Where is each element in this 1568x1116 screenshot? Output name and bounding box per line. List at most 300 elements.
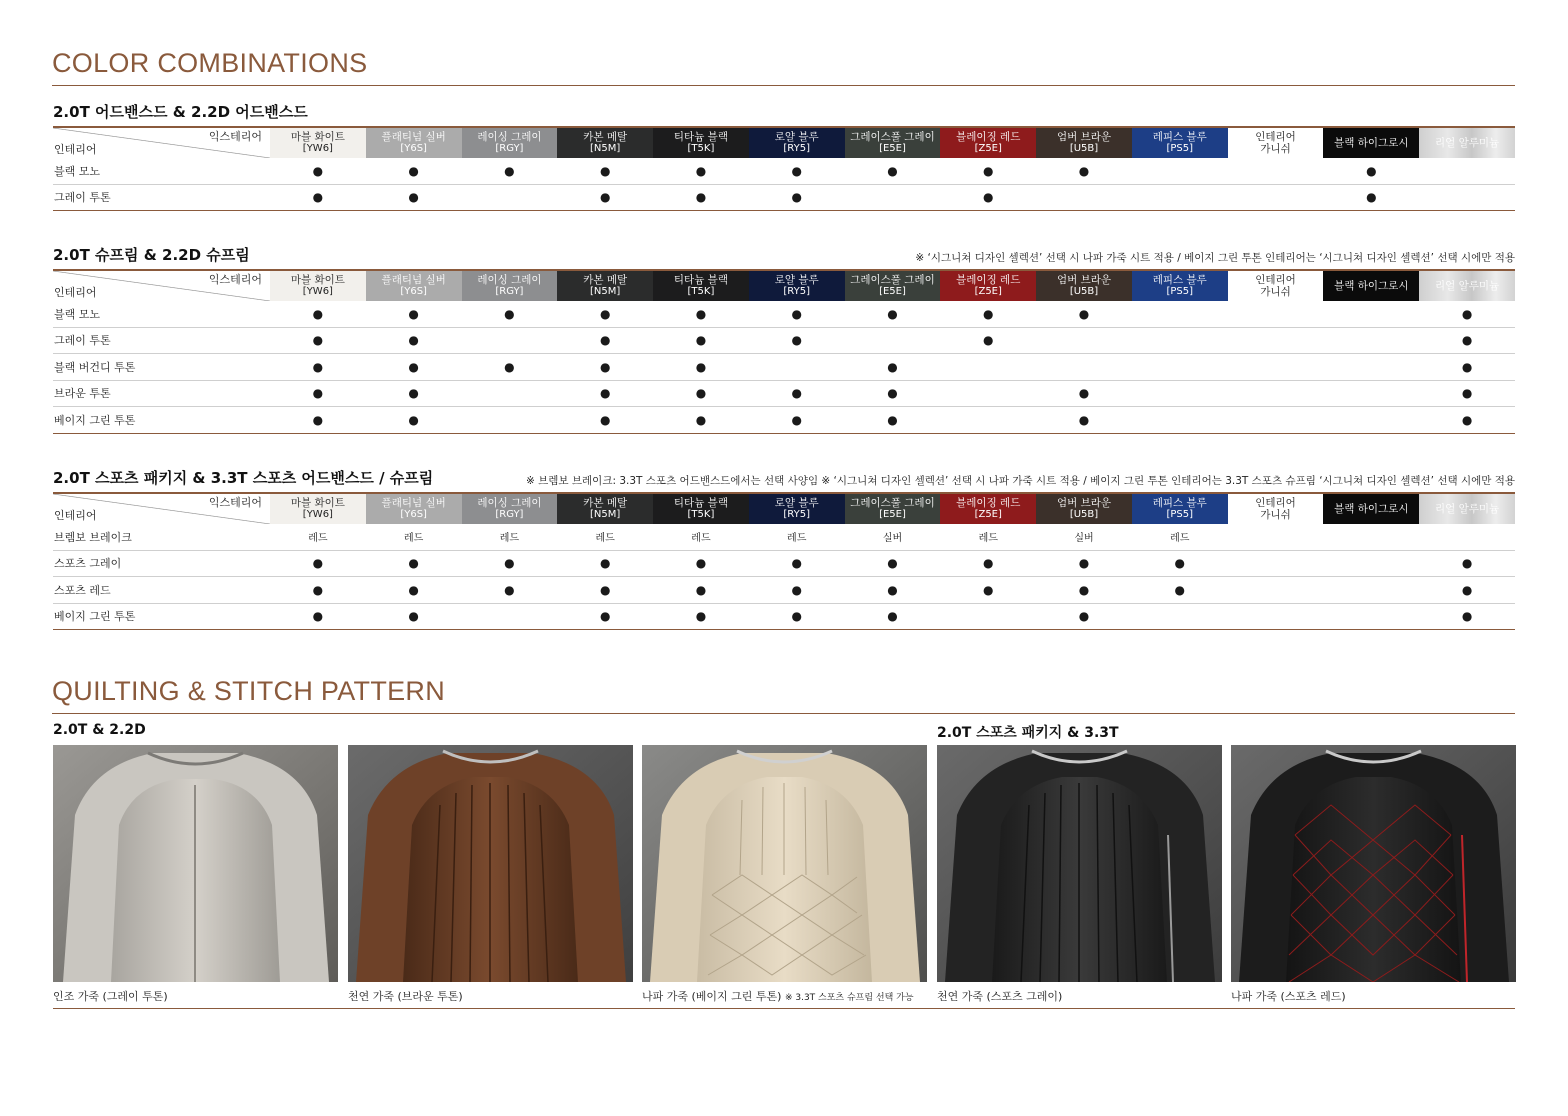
- availability-dot: ●: [887, 306, 898, 321]
- availability-dot: ●: [653, 184, 749, 211]
- availability-dot: ●: [1132, 550, 1228, 577]
- table-cell: [749, 354, 845, 381]
- availability-dot: ●: [940, 577, 1036, 604]
- color-code: [PS5]: [1166, 286, 1194, 297]
- interior-label: 인테리어: [54, 143, 97, 156]
- availability-dot: ●: [366, 550, 462, 577]
- table-row: [53, 158, 1515, 184]
- block-title: 2.0T 슈프림 & 2.2D 슈프림: [53, 246, 250, 264]
- availability-dot: ●: [845, 354, 941, 381]
- table-cell: [462, 327, 558, 354]
- color-header-4: [653, 127, 749, 158]
- footer-divider: [53, 1008, 1515, 1009]
- block-note: ※ ‘시그니쳐 디자인 셀렉션’ 선택 시 나파 가죽 시트 적용 / 베이지 그린 투톤 인테리어는 ‘시그니쳐 디자인 셀렉션’ 선택 시에만 적용: [915, 252, 1515, 264]
- color-code: [PS5]: [1166, 509, 1194, 520]
- availability-dot: ●: [270, 380, 366, 407]
- color-name: 티타늄 블랙: [673, 274, 728, 286]
- photo-caption: 천연 가죽 (브라운 투톤): [348, 990, 463, 1003]
- color-name: 리얼 알루미늄: [1434, 280, 1500, 292]
- availability-dot: ●: [270, 603, 366, 630]
- table-cell: 레드: [595, 533, 615, 545]
- color-code: [U5B]: [1069, 286, 1099, 297]
- color-name: 인테리어 가니쉬: [1255, 497, 1296, 521]
- color-code: [RGY]: [495, 509, 524, 520]
- interior-name: 스포츠 레드: [53, 577, 270, 604]
- color-name: 엄버 브라운: [1056, 131, 1112, 143]
- availability-dot: ●: [1036, 550, 1132, 577]
- availability-dot: ●: [599, 163, 611, 178]
- table-cell: [1132, 158, 1228, 184]
- color-code: [RGY]: [495, 143, 524, 154]
- table-cell: 레드: [1170, 533, 1190, 545]
- color-name: 그레이스풀 그레이: [850, 274, 935, 286]
- color-code: [N5M]: [590, 143, 621, 154]
- table-cell: 실버: [882, 533, 903, 545]
- photo-caption: 천연 가죽 (스포츠 그레이): [937, 990, 1063, 1003]
- table-cell: [1036, 327, 1132, 354]
- color-header-10: [1228, 127, 1324, 158]
- availability-dot: ●: [887, 163, 898, 178]
- availability-dot: ●: [557, 407, 653, 434]
- interior-label: 인테리어: [54, 509, 97, 522]
- color-name: 로얄 블루: [774, 131, 819, 143]
- table-cell: [462, 603, 558, 630]
- color-code: [N5M]: [590, 286, 621, 297]
- availability-dot: ●: [557, 550, 653, 577]
- availability-dot: ●: [408, 306, 419, 321]
- table-cell: 실버: [1074, 533, 1094, 545]
- table-row: [53, 301, 1515, 327]
- color-header-11: [1323, 270, 1419, 301]
- availability-dot: ●: [1036, 380, 1132, 407]
- color-header-6: [845, 493, 941, 524]
- availability-dot: ●: [366, 407, 462, 434]
- table-row: [53, 524, 1515, 550]
- color-name: 카본 메탈: [583, 274, 628, 286]
- color-header-11: [1323, 493, 1419, 524]
- table-cell: 레드: [978, 533, 998, 545]
- interior-name: 베이지 그린 투톤: [53, 603, 270, 630]
- color-name: 티타늄 블랙: [673, 131, 728, 143]
- color-header-1: [366, 127, 462, 158]
- table-cell: [1323, 327, 1419, 354]
- availability-dot: ●: [270, 550, 366, 577]
- table-cell: [1228, 327, 1324, 354]
- availability-dot: ●: [1036, 577, 1132, 604]
- table-cell: [1228, 577, 1324, 604]
- table-cell: [1132, 184, 1228, 211]
- color-header-2: [462, 270, 558, 301]
- color-header-5: [749, 493, 845, 524]
- table-cell: [1419, 184, 1515, 211]
- color-code: [RY5]: [783, 509, 810, 520]
- interior-name: 블랙 모노: [54, 164, 101, 178]
- color-name: 플래티넘 실버: [381, 131, 446, 143]
- table-cell: [1323, 577, 1419, 604]
- color-name: 리얼 알루미늄: [1434, 503, 1500, 515]
- availability-dot: ●: [653, 380, 749, 407]
- table-cell: [1419, 158, 1515, 184]
- availability-dot: ●: [791, 163, 802, 178]
- photo-caption: 나파 가죽 (스포츠 레드): [1231, 990, 1346, 1003]
- color-name: 블레이징 레드: [956, 274, 1021, 286]
- color-header-5: [749, 270, 845, 301]
- interior-name: 블랙 버건디 투톤: [53, 354, 270, 381]
- table-cell: [462, 407, 558, 434]
- table-cell: [1228, 301, 1324, 327]
- table-cell: [1228, 524, 1324, 550]
- interior-name: 브라운 투톤: [53, 380, 270, 407]
- availability-dot: ●: [1078, 163, 1090, 178]
- color-code: [E5E]: [879, 286, 906, 297]
- availability-dot: ●: [366, 380, 462, 407]
- color-code: [Y6S]: [400, 143, 427, 154]
- table-cell: [1228, 184, 1324, 211]
- table-cell: [1228, 603, 1324, 630]
- availability-dot: ●: [653, 603, 749, 630]
- table-cell: [1228, 550, 1324, 577]
- color-name: 엄버 브라운: [1056, 497, 1112, 509]
- color-name: 마블 화이트: [290, 131, 345, 143]
- color-name: 레피스 블루: [1152, 131, 1207, 143]
- availability-dot: ●: [845, 380, 941, 407]
- color-code: [RY5]: [783, 286, 810, 297]
- seat-photo-natural-sports-grey: [937, 745, 1222, 982]
- table-row: [53, 327, 1515, 354]
- availability-dot: ●: [653, 354, 749, 381]
- availability-dot: ●: [749, 577, 845, 604]
- color-code: [Y6S]: [400, 509, 427, 520]
- color-code: [Z5E]: [974, 143, 1002, 154]
- table-row: [53, 407, 1515, 434]
- interior-name: 블랙 모노: [54, 307, 101, 321]
- table-cell: [1228, 407, 1324, 434]
- color-header-10: [1228, 493, 1324, 524]
- availability-dot: ●: [408, 163, 419, 178]
- table-cell: [940, 407, 1036, 434]
- availability-dot: ●: [366, 184, 462, 211]
- color-code: [U5B]: [1069, 509, 1099, 520]
- availability-dot: ●: [1419, 550, 1515, 577]
- color-name: 카본 메탈: [583, 497, 628, 509]
- availability-dot: ●: [695, 306, 707, 321]
- color-header-4: [653, 493, 749, 524]
- color-code: [Z5E]: [974, 286, 1002, 297]
- table-cell: [1036, 354, 1132, 381]
- table-row: [53, 380, 1515, 407]
- availability-dot: ●: [749, 380, 845, 407]
- availability-dot: ●: [749, 327, 845, 354]
- availability-dot: ●: [1078, 306, 1090, 321]
- availability-dot: ●: [653, 327, 749, 354]
- color-header-9: [1132, 127, 1228, 158]
- table-cell: [1132, 407, 1228, 434]
- color-code: [RGY]: [495, 286, 524, 297]
- color-header-3: [557, 493, 653, 524]
- color-name: 엄버 브라운: [1056, 274, 1112, 286]
- color-name: 리얼 알루미늄: [1434, 137, 1500, 149]
- color-code: [E5E]: [879, 509, 906, 520]
- color-name: 블레이징 레드: [956, 131, 1021, 143]
- quilting-title: QUILTING & STITCH PATTERN: [52, 676, 446, 706]
- availability-dot: ●: [749, 184, 845, 211]
- interior-name: 브렘보 브레이크: [54, 530, 132, 544]
- color-name: 블랙 하이그로시: [1334, 280, 1409, 292]
- availability-dot: ●: [557, 327, 653, 354]
- color-code: [RY5]: [783, 143, 810, 154]
- table-cell: [845, 327, 941, 354]
- availability-dot: ●: [312, 163, 324, 178]
- color-header-0: [270, 270, 366, 301]
- block-title: 2.0T 스포츠 패키지 & 3.3T 스포츠 어드밴스드 / 슈프림: [53, 469, 434, 487]
- availability-dot: ●: [462, 577, 558, 604]
- availability-dot: ●: [599, 306, 611, 321]
- table-cell: [1419, 524, 1515, 550]
- availability-dot: ●: [940, 550, 1036, 577]
- availability-dot: ●: [366, 327, 462, 354]
- table-cell: [1323, 380, 1419, 407]
- color-header-12: [1419, 493, 1515, 524]
- exterior-label: 익스테리어: [208, 130, 262, 143]
- color-header-2: [462, 493, 558, 524]
- color-header-8: [1036, 270, 1132, 301]
- table-cell: 레드: [499, 533, 520, 545]
- table-cell: [1323, 603, 1419, 630]
- color-block-supreme: [53, 243, 1515, 434]
- color-name: 마블 화이트: [290, 274, 345, 286]
- color-code: [PS5]: [1166, 143, 1194, 154]
- color-block-sports: [53, 466, 1515, 630]
- availability-dot: ●: [1366, 163, 1377, 178]
- color-name: 마블 화이트: [290, 497, 345, 509]
- availability-dot: ●: [983, 163, 994, 178]
- availability-dot: ●: [270, 354, 366, 381]
- header-corner: [53, 270, 270, 301]
- availability-dot: ●: [504, 306, 515, 321]
- color-code: [U5B]: [1069, 143, 1099, 154]
- color-name: 플래티넘 실버: [381, 274, 446, 286]
- color-header-12: [1419, 270, 1515, 301]
- seat-photo-natural-brown: [348, 745, 633, 982]
- availability-dot: ●: [462, 550, 558, 577]
- color-name: 플래티넘 실버: [381, 497, 446, 509]
- table-row: [53, 550, 1515, 577]
- availability-dot: ●: [653, 577, 749, 604]
- availability-dot: ●: [270, 184, 366, 211]
- color-header-3: [557, 270, 653, 301]
- color-name: 인테리어 가니쉬: [1255, 274, 1296, 298]
- block-note: ※ 브렘보 브레이크: 3.3T 스포츠 어드밴스드에서는 선택 사양임 ※ ‘시그니쳐 디자인 셀렉션’ 선택 시 나파 가죽 시트 적용 / 베이지 그린 투톤 인테리어는 3.3T 스포츠 슈프림 ‘시그니쳐 디자인 셀렉션’ 선택 시에만 적용: [525, 475, 1515, 487]
- table-cell: [1132, 301, 1228, 327]
- availability-dot: ●: [270, 407, 366, 434]
- color-header-10: [1228, 270, 1324, 301]
- color-header-2: [462, 127, 558, 158]
- color-header-6: [845, 270, 941, 301]
- availability-dot: ●: [845, 550, 941, 577]
- color-header-3: [557, 127, 653, 158]
- color-name: 레피스 블루: [1152, 497, 1207, 509]
- table-row: [53, 603, 1515, 630]
- availability-dot: ●: [270, 327, 366, 354]
- interior-name: 그레이 투톤: [53, 327, 270, 354]
- availability-dot: ●: [557, 603, 653, 630]
- availability-dot: ●: [940, 327, 1036, 354]
- table-cell: [940, 603, 1036, 630]
- seat-photo-synthetic-grey: [53, 745, 338, 982]
- color-name: 티타늄 블랙: [673, 497, 728, 509]
- table-cell: [1323, 354, 1419, 381]
- color-header-0: [270, 493, 366, 524]
- color-code: [YW6]: [302, 509, 333, 520]
- availability-dot: ●: [845, 603, 941, 630]
- color-header-8: [1036, 127, 1132, 158]
- table-row: [53, 184, 1515, 211]
- photo-caption: 인조 가죽 (그레이 투톤): [53, 990, 168, 1003]
- color-code: [YW6]: [302, 286, 333, 297]
- availability-dot: ●: [1419, 354, 1515, 381]
- color-code: [Z5E]: [974, 509, 1002, 520]
- availability-dot: ●: [557, 354, 653, 381]
- availability-dot: ●: [1036, 407, 1132, 434]
- availability-dot: ●: [1036, 603, 1132, 630]
- header-corner: [53, 493, 270, 524]
- exterior-label: 익스테리어: [208, 273, 262, 286]
- color-code: [T5K]: [687, 509, 715, 520]
- availability-dot: ●: [462, 354, 558, 381]
- section-divider: [52, 713, 1515, 714]
- table-cell: 레드: [308, 533, 328, 545]
- availability-dot: ●: [695, 163, 707, 178]
- table-row: [53, 577, 1515, 604]
- table-cell: 레드: [787, 533, 807, 545]
- color-table: [53, 269, 1515, 434]
- table-cell: [940, 354, 1036, 381]
- color-code: [E5E]: [879, 143, 906, 154]
- availability-dot: ●: [312, 306, 324, 321]
- color-table: [53, 492, 1515, 630]
- availability-dot: ●: [653, 550, 749, 577]
- color-header-12: [1419, 127, 1515, 158]
- availability-dot: ●: [983, 306, 994, 321]
- table-cell: 레드: [403, 533, 424, 545]
- color-header-1: [366, 270, 462, 301]
- color-header-7: [940, 493, 1036, 524]
- availability-dot: ●: [749, 603, 845, 630]
- color-name: 레피스 블루: [1152, 274, 1207, 286]
- color-header-6: [845, 127, 941, 158]
- color-header-7: [940, 127, 1036, 158]
- availability-dot: ●: [653, 407, 749, 434]
- table-cell: [845, 184, 941, 211]
- quilting-group-right: 2.0T 스포츠 패키지 & 3.3T: [937, 725, 1119, 741]
- color-code: [T5K]: [687, 143, 715, 154]
- color-header-9: [1132, 493, 1228, 524]
- color-header-7: [940, 270, 1036, 301]
- availability-dot: ●: [1461, 306, 1473, 321]
- availability-dot: ●: [504, 163, 515, 178]
- seat-photo-nappa-beige: [642, 745, 927, 982]
- availability-dot: ●: [791, 306, 802, 321]
- availability-dot: ●: [366, 354, 462, 381]
- availability-dot: ●: [749, 407, 845, 434]
- color-header-8: [1036, 493, 1132, 524]
- seat-photo-nappa-sports-red: [1231, 745, 1516, 982]
- table-cell: [1132, 327, 1228, 354]
- table-cell: [1132, 603, 1228, 630]
- availability-dot: ●: [1419, 577, 1515, 604]
- color-name: 블레이징 레드: [956, 497, 1021, 509]
- table-cell: [1132, 354, 1228, 381]
- availability-dot: ●: [1419, 327, 1515, 354]
- table-cell: [940, 380, 1036, 407]
- color-code: [Y6S]: [400, 286, 427, 297]
- interior-name: 스포츠 그레이: [53, 550, 270, 577]
- table-cell: [1228, 158, 1324, 184]
- color-header-4: [653, 270, 749, 301]
- color-name: 로얄 블루: [774, 274, 819, 286]
- color-name: 블랙 하이그로시: [1334, 137, 1409, 149]
- color-name: 레이싱 그레이: [477, 131, 542, 143]
- availability-dot: ●: [1419, 603, 1515, 630]
- availability-dot: ●: [940, 184, 1036, 211]
- table-cell: [1323, 301, 1419, 327]
- color-name: 그레이스풀 그레이: [850, 497, 935, 509]
- availability-dot: ●: [557, 184, 653, 211]
- table-cell: [1132, 380, 1228, 407]
- availability-dot: ●: [557, 380, 653, 407]
- color-header-1: [366, 493, 462, 524]
- color-header-11: [1323, 127, 1419, 158]
- table-cell: [1228, 354, 1324, 381]
- table-cell: [1323, 550, 1419, 577]
- table-cell: [462, 380, 558, 407]
- color-name: 인테리어 가니쉬: [1255, 131, 1296, 155]
- table-row: [53, 354, 1515, 381]
- table-cell: [462, 184, 558, 211]
- color-name: 블랙 하이그로시: [1334, 503, 1409, 515]
- color-header-9: [1132, 270, 1228, 301]
- availability-dot: ●: [1419, 407, 1515, 434]
- table-cell: [1323, 524, 1419, 550]
- header-corner: [53, 127, 270, 158]
- exterior-label: 익스테리어: [208, 496, 262, 509]
- table-cell: [1228, 380, 1324, 407]
- color-name: 카본 메탈: [583, 131, 628, 143]
- interior-name: 그레이 투톤: [53, 184, 270, 211]
- availability-dot: ●: [845, 407, 941, 434]
- color-name: 그레이스풀 그레이: [850, 131, 935, 143]
- table-cell: 레드: [691, 533, 711, 545]
- color-code: [YW6]: [302, 143, 333, 154]
- quilting-group-left: 2.0T & 2.2D: [53, 722, 146, 738]
- availability-dot: ●: [845, 577, 941, 604]
- availability-dot: ●: [749, 550, 845, 577]
- table-cell: [1323, 407, 1419, 434]
- color-code: [T5K]: [687, 286, 715, 297]
- availability-dot: ●: [366, 603, 462, 630]
- color-header-0: [270, 127, 366, 158]
- availability-dot: ●: [270, 577, 366, 604]
- availability-dot: ●: [1132, 577, 1228, 604]
- color-block-advanced: [53, 100, 1515, 211]
- color-name: 로얄 블루: [774, 497, 819, 509]
- section-divider: [52, 85, 1515, 86]
- color-combinations-title: COLOR COMBINATIONS: [52, 48, 368, 78]
- color-code: [N5M]: [590, 509, 621, 520]
- color-name: 레이싱 그레이: [477, 497, 542, 509]
- color-table: [53, 126, 1515, 211]
- interior-name: 베이지 그린 투톤: [53, 407, 270, 434]
